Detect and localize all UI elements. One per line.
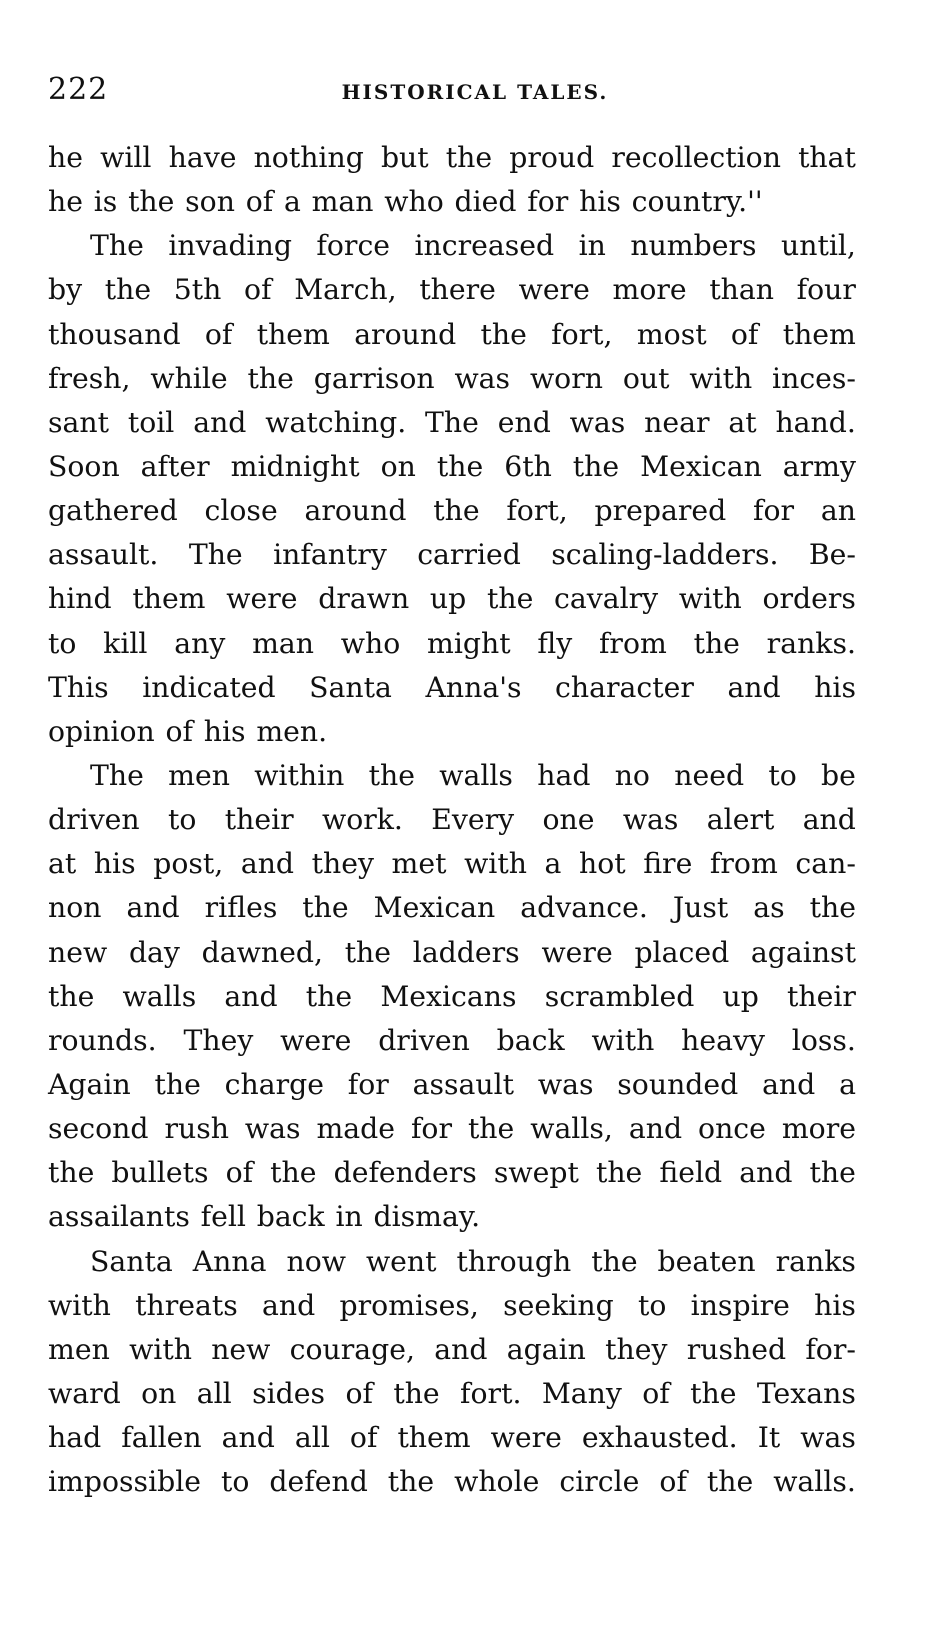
text-line: second rush was made for the walls, and once more xyxy=(48,1112,856,1146)
text-line: he will have nothing but the proud recollection that xyxy=(48,141,856,174)
text-line: the bullets of the defenders swept the field and the xyxy=(48,1156,856,1190)
text-line: sant toil and watching. The end was near at hand. xyxy=(48,405,856,439)
text-line: men with new courage, and again they rushed for- xyxy=(48,1332,856,1366)
text-line: he is the son of a man who died for his country.'' xyxy=(48,185,763,219)
text-line: had fallen and all of them were exhausted. It was xyxy=(48,1421,856,1455)
text-line: gathered close around the fort, prepared for an xyxy=(48,494,856,528)
text-line: to kill any man who might fly from the ranks. xyxy=(48,626,856,660)
text-line: driven to their work. Every one was alert and xyxy=(48,803,856,837)
text-line: assault. The infantry carried scaling-ladders. Be- xyxy=(48,538,856,572)
text-line: the walls and the Mexicans scrambled up their xyxy=(48,979,856,1013)
text-line: opinion of his men. xyxy=(48,714,328,748)
text-line: Again the charge for assault was sounded and a xyxy=(48,1067,856,1101)
text-line: This indicated Santa Anna's character and his xyxy=(48,670,856,704)
text-line: The men within the walls had no need to be xyxy=(90,758,856,792)
text-line: rounds. They were driven back with heavy loss. xyxy=(48,1023,856,1057)
text-line: assailants fell back in dismay. xyxy=(48,1200,481,1234)
text-line: by the 5th of March, there were more than four xyxy=(48,273,856,307)
page-header xyxy=(48,72,902,112)
text-line: at his post, and they met with a hot fire from can- xyxy=(48,847,856,881)
text-line: ward on all sides of the fort. Many of the Texans xyxy=(48,1376,856,1410)
text-line: new day dawned, the ladders were placed against xyxy=(48,935,856,969)
text-line: impossible to defend the whole circle of the walls. xyxy=(48,1465,856,1499)
text-line: hind them were drawn up the cavalry with orders xyxy=(48,582,856,616)
text-line: Santa Anna now went through the beaten ranks xyxy=(90,1244,856,1278)
text-line: fresh, while the garrison was worn out with inces- xyxy=(48,361,856,395)
text-line: thousand of them around the fort, most of them xyxy=(48,317,856,351)
body-text xyxy=(48,136,856,1504)
text-line: non and rifles the Mexican advance. Just as the xyxy=(48,891,856,925)
text-line: with threats and promises, seeking to inspire his xyxy=(48,1288,856,1322)
running-head: HISTORICAL TALES. xyxy=(341,80,609,104)
text-line: Soon after midnight on the 6th the Mexican army xyxy=(48,449,856,483)
page-number: 222 xyxy=(48,72,109,107)
text-line: The invading force increased in numbers until, xyxy=(90,229,856,263)
